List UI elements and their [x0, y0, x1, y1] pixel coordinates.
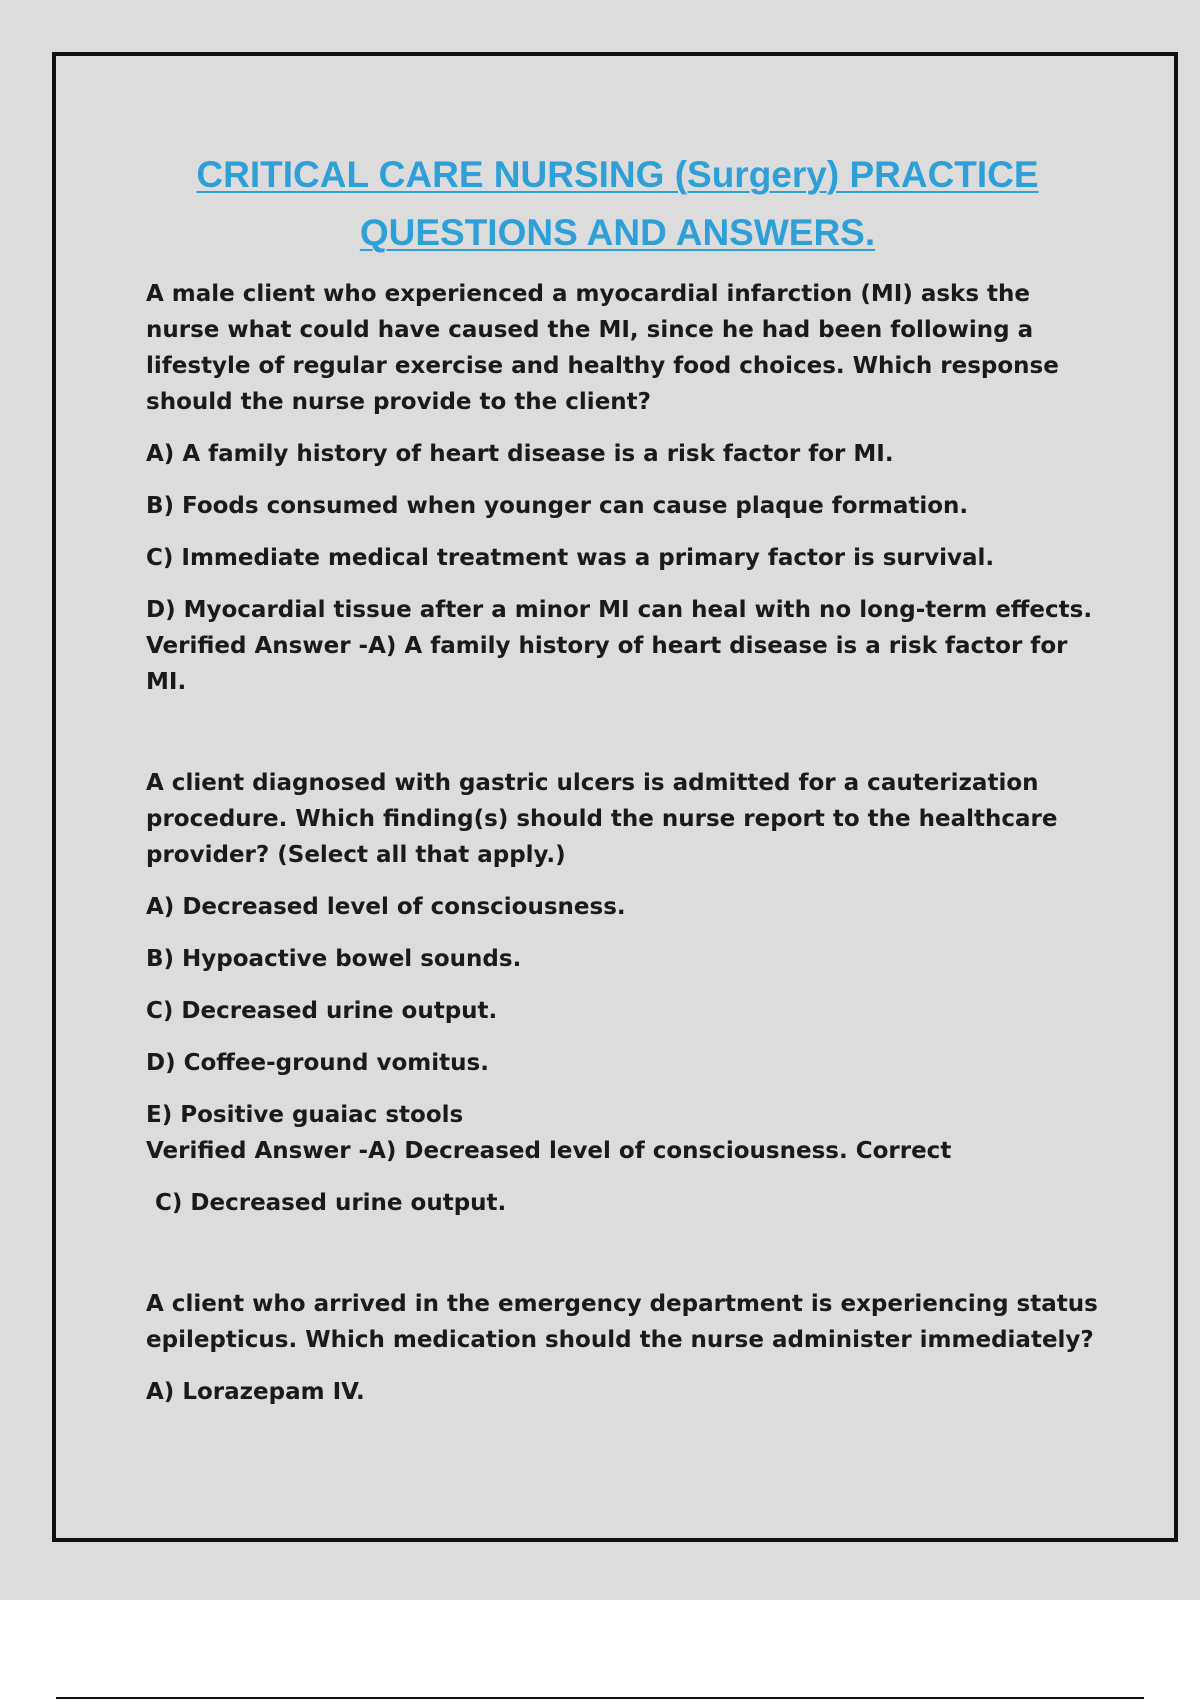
option-a: A) Decreased level of consciousness. [146, 894, 626, 920]
footer-rule [56, 1697, 1144, 1699]
question-text: A male client who experienced a myocardial infarction (MI) asks the nurse what could have caused the MI, since he had been following a lifestyle of regular exercise and healthy food choices. Which response should the nurse provide to the client? [146, 281, 1059, 415]
option-b: B) Foods consumed when younger can cause plaque formation. [146, 493, 969, 519]
question-text: A client who arrived in the emergency department is experiencing status epilepticus. Which medication should the nurse administer immediately? [146, 1291, 1098, 1353]
verified-answer-continued: C) Decreased urine output. [155, 1190, 507, 1216]
verified-answer: Verified Answer -A) A family history of heart disease is a risk factor for MI. [146, 633, 1068, 695]
question-3 [146, 1286, 1106, 1410]
verified-answer: Verified Answer -A) Decreased level of consciousness. Correct [146, 1138, 952, 1164]
option-e: E) Positive guaiac stools [146, 1102, 464, 1128]
option-d: D) Myocardial tissue after a minor MI can heal with no long-term effects. [146, 597, 1093, 623]
title-line-1: CRITICAL CARE NURSING (Surgery) PRACTICE [196, 154, 1039, 195]
title-line-2: QUESTIONS AND ANSWERS. [359, 212, 876, 253]
question-1 [146, 276, 1106, 700]
option-a: A) Lorazepam IV. [146, 1379, 365, 1405]
option-a: A) A family history of heart disease is a risk factor for MI. [146, 441, 894, 467]
option-c: C) Decreased urine output. [146, 998, 498, 1024]
question-2 [146, 765, 1106, 1221]
question-text: A client diagnosed with gastric ulcers is admitted for a cauterization procedure. Which finding(s) should the nurse report to the healthcare provider? (Select all that apply.) [146, 770, 1058, 868]
option-b: B) Hypoactive bowel sounds. [146, 946, 522, 972]
option-c: C) Immediate medical treatment was a primary factor is survival. [146, 545, 995, 571]
option-d: D) Coffee-ground vomitus. [146, 1050, 489, 1076]
document-title [0, 146, 1200, 262]
